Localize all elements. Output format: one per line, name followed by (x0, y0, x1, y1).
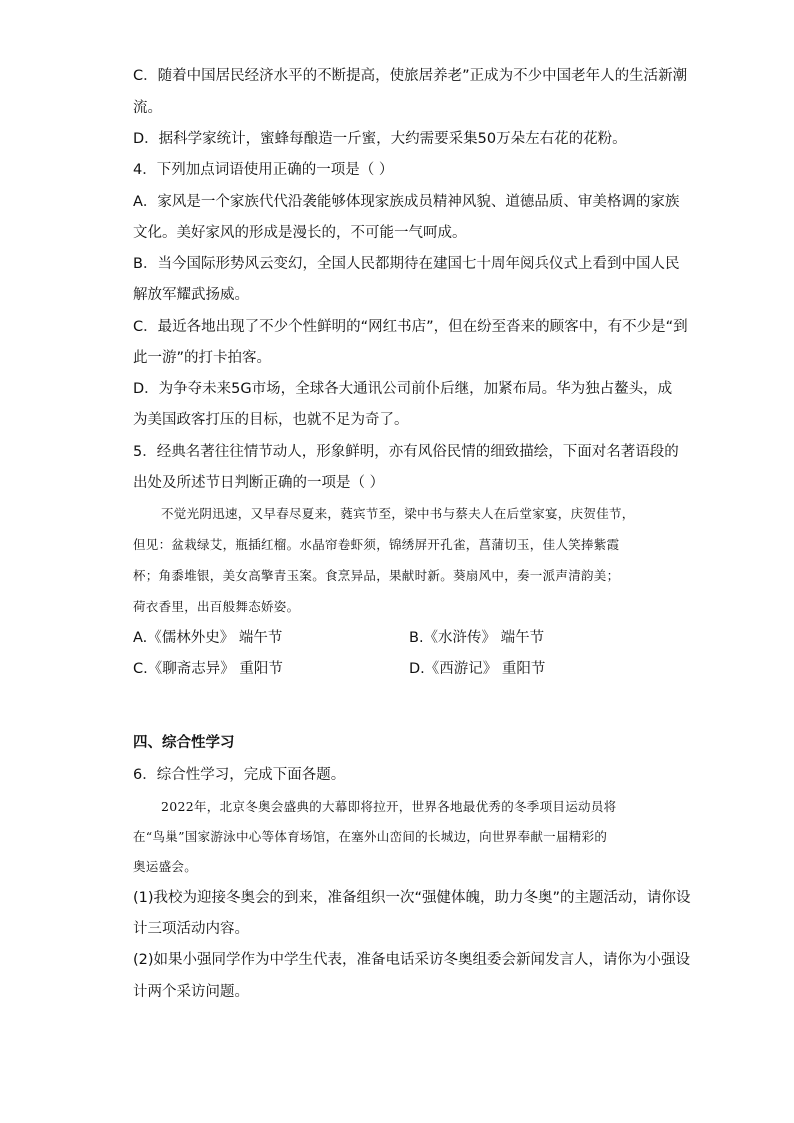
q3-option-d: D．据科学家统计，蜜蜂每酿造一斤蜜，大约需要采集50万朵左右花的花粉。 (133, 131, 627, 147)
q4-option-a-line1: A．家风是一个家族代代沿袭能够体现家族成员精神风貌、道德品质、审美格调的家族 (133, 194, 680, 210)
q5-quote-line4: 荷衣香里，出百般舞态娇姿。 (133, 599, 300, 614)
q4-option-b-line1: B．当今国际形势风云变幻，全国人民都期待在建国七十周年阅兵仪式上看到中国人民 (133, 256, 680, 272)
q4-option-c-line1: C．最近各地出现了不少个性鲜明的“网红书店”，但在纷至沓来的顾客中，有不少是“到 (133, 319, 688, 335)
q6-passage-line3: 奥运盛会。 (133, 859, 198, 874)
q4-option-c-line2: 此一游”的打卡拍客。 (133, 350, 272, 366)
q3-option-c-line2: 流。 (133, 100, 162, 116)
q4-option-a-line2: 文化。美好家风的形成是漫长的，不可能一气呵成。 (133, 225, 467, 241)
question-6-stem: 6．综合性学习，完成下面各题。 (133, 767, 346, 783)
q6-task2-line2: 计两个采访问题。 (133, 984, 249, 1000)
q6-task2-line1: (2)如果小强同学作为中学生代表，准备电话采访冬奥组委会新闻发言人，请你为小强设 (133, 952, 691, 968)
q5-option-a: A.《儒林外史》 端午节 (133, 630, 283, 646)
q5-option-b: B.《水浒传》 端午节 (409, 630, 545, 646)
q4-option-d-line1: D．为争夺未来5G市场，全球各大通讯公司前仆后继，加紧布局。华为独占鳌头，成 (133, 381, 673, 397)
q6-passage-line2: 在“鸟巢”国家游泳中心等体育场馆，在塞外山峦间的长城边，向世界奉献一届精彩的 (133, 829, 608, 844)
q6-task1-line1: (1)我校为迎接冬奥会的到来，准备组织一次“强健体魄，助力冬奥”的主题活动，请你设 (133, 890, 691, 906)
q5-quote-line1: 不觉光阴迅速，又早春尽夏来，蕤宾节至，梁中书与蔡夫人在后堂家宴，庆贺佳节， (161, 506, 635, 521)
section-heading: 四、综合性学习 (133, 735, 235, 751)
q5-quote-line3: 杯；角黍堆银，美女高擎青玉案。食烹异品，果献时新。葵扇风中，奏一派声清韵美； (133, 568, 620, 583)
q5-option-c: C.《聊斋志异》 重阳节 (133, 661, 283, 677)
question-5-stem-line2: 出处及所述节日判断正确的一项是（ ） (133, 475, 385, 491)
q5-quote-line2: 但见：盆栽绿艾，瓶插红榴。水晶帘卷虾须，锦绣屏开孔雀，菖蒲切玉，佳人笑捧紫霞 (133, 537, 620, 552)
question-4-stem: 4．下列加点词语使用正确的一项是（ ） (133, 162, 394, 178)
q4-option-d-line2: 为美国政客打压的目标，也就不足为奇了。 (133, 412, 409, 428)
q4-option-b-line2: 解放军耀武扬威。 (133, 287, 249, 303)
question-5-stem-line1: 5．经典名著往往情节动人，形象鲜明，亦有风俗民情的细致描绘，下面对名著语段的 (133, 444, 679, 460)
q6-task1-line2: 计三项活动内容。 (133, 921, 249, 937)
q6-passage-line1: 2022年，北京冬奥会盛典的大幕即将拉开，世界各地最优秀的冬季项目运动员将 (161, 799, 617, 814)
q3-option-c-line1: C．随着中国居民经济水平的不断提高，使旅居养老”正成为不少中国老年人的生活新潮 (133, 68, 688, 84)
q5-option-d: D.《西游记》 重阳节 (409, 661, 546, 677)
